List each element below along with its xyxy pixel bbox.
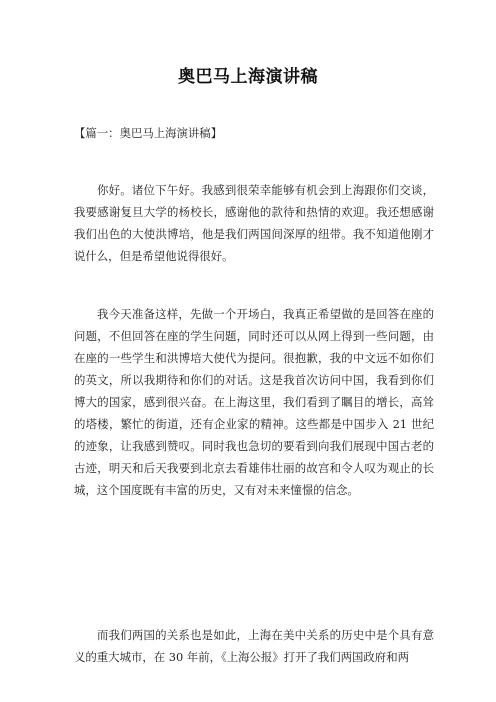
section-heading: 【篇一：奥巴马上海演讲稿】 xyxy=(74,126,223,140)
paragraph-3: 而我们两国的关系也是如此，上海在美中关系的历史中是个具有意义的重大城市，在 30 年前，《上海公报》打开了我们两国政府和两 xyxy=(74,628,434,664)
document-title: 奥巴马上海演讲稿 xyxy=(178,67,318,87)
paragraph-2: 我今天准备这样，先做一个开场白，我真正希望做的是回答在座的问题，不但回答在座的学生问题，同时还可以从网上得到一些问题，由在座的一些学生和洪博培大使代为提问。很抱歉，我的中文远不如你们的英文，所以我期待和你们的对话。这是我首次访问中国，我看到你们博大的国家，感到很兴奋。在上海这里，我们看到了瞩目的增长，高耸的塔楼，繁忙的街道，还有企业家的精神。这些都是中国步入 21 世纪的迹象，让我感到赞叹。同时我也急切的要看到向我们展现中国古老的古迹，明天和后天我要到北京去看雄伟壮丽的故宫和令人叹为观止的长城，这个国度既有丰富的历史，又有对未来憧憬的信念。 xyxy=(74,307,434,497)
paragraph-1: 你好。诸位下午好。我感到很荣幸能够有机会到上海跟你们交谈，我要感谢复旦大学的杨校长，感谢他的款待和热情的欢迎。我还想感谢我们出色的大使洪博培，他是我们两国间深厚的纽带。我不知道他刚才说什么，但是希望他说得很好。 xyxy=(74,183,434,263)
